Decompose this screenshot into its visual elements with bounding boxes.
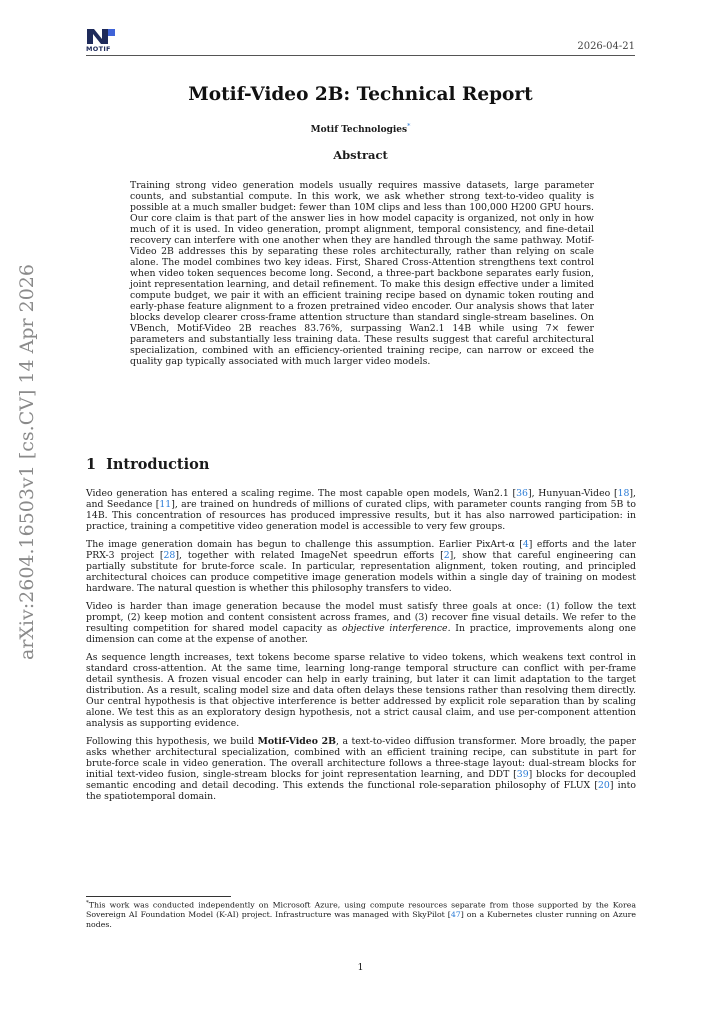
emphasis-term: objective interference	[341, 623, 448, 634]
paragraph: Following this hypothesis, we build Motif-Video 2B, a text-to-video diffusion transformer. More broadly, the paper asks whether architectural specialization, combined with an efficient training recipe, can substitute in part for brute-force scale in video generation. The overall architecture follows a three-stage layout: dual-stream blocks for initial text-video fusion, single-stream blocks for joint representation learning, and DDT [39] blocks for decoupled semantic encoding and detail decoding. This extends the functional role-separation philosophy of FLUX [20] into the spatiotemporal domain.	[86, 736, 636, 802]
paragraph: Video is harder than image generation because the model must satisfy three goals at once: (1) follow the text prompt, (2) keep motion and content consistent across frames, and (3) recover fine visual details. We refer to the resulting competition for shared model capacity as objective interference. In practice, improvements along one dimension can come at the expense of another.	[86, 601, 636, 645]
abstract-heading: Abstract	[333, 148, 388, 162]
citation-link[interactable]: 47	[450, 910, 461, 920]
abstract-text: Training strong video generation models usually requires massive datasets, large parameter counts, and substantial compute. In this work, we ask whether strong text-to-video quality is possible at a much smaller budget: fewer than 10M clips and less than 100,000 H200 GPU hours. Our core claim is that part of the answer lies in how model capacity is organized, not only in how much of it is used. In video generation, prompt alignment, temporal consistency, and fine-detail recovery can interfere with one another when they are handled through the same pathway. Motif-Video 2B addresses this by separating these roles architecturally, rather than relying on scale alone. The model combines two key ideas. First, Shared Cross-Attention strengthens text control when video token sequences become long. Second, a three-part backbone separates early fusion, joint representation learning, and detail refinement. To make this design effective under a limited compute budget, we pair it with an efficient training recipe based on dynamic token routing and early-phase feature alignment to a frozen pretrained video encoder. Our analysis shows that later blocks develop clearer cross-frame attention structure than standard single-stream baselines. On VBench, Motif-Video 2B reaches 83.76%, surpassing Wan2.1 14B while using 7× fewer parameters and substantially less training data. These results suggest that careful architectural specialization, combined with an efficiency-oriented training recipe, can narrow or exceed the quality gap typically associated with much larger video models.	[130, 180, 594, 367]
citation-link[interactable]: 2	[443, 550, 450, 561]
section-title: Introduction	[106, 456, 210, 473]
paragraph: The image generation domain has begun to challenge this assumption. Earlier PixArt-α [4] efforts and the later PRX-3 project [28], together with related ImageNet speedrun efforts [2], show that careful engineering can partially substitute for brute-force scale. In particular, representation alignment, token routing, and principled architectural choices can produce competitive image generation models within a single day of training on modest hardware. The natural question is whether this philosophy transfers to video.	[86, 539, 636, 594]
header-date: 2026-04-21	[577, 41, 635, 52]
citation-link[interactable]: 20	[598, 780, 610, 791]
footnote: *This work was conducted independently on Microsoft Azure, using compute resources separate from those supported by the Korea Sovereign AI Foundation Model (K-AI) project. Infrastructure was managed with SkyPilot [47] on a Kubernetes cluster running on Azure nodes.	[86, 900, 636, 929]
citation-link[interactable]: 36	[516, 488, 528, 499]
section-body	[86, 488, 636, 809]
author-footnote-mark[interactable]: *	[407, 122, 411, 130]
author-name: Motif Technologies	[310, 125, 408, 135]
paragraph: As sequence length increases, text tokens become sparse relative to video tokens, which weakens text control in standard cross-attention. At the same time, learning long-range temporal structure can conflict with per-frame detail synthesis. A frozen visual encoder can help in early training, but later it can limit adaptation to the target distribution. As a result, scaling model size and data often delays these tensions rather than resolving them directly. Our central hypothesis is that objective interference is better addressed by explicit role separation than by scaling alone. We test this as an exploratory design hypothesis, not a strict causal claim, and use per-component attention analysis as supporting evidence.	[86, 652, 636, 729]
logo-wordmark: MOTIF	[86, 45, 111, 53]
footnote-divider	[86, 896, 231, 897]
section-heading	[86, 456, 209, 473]
paper-title: Motif-Video 2B: Technical Report	[188, 84, 533, 105]
arxiv-stamp[interactable]: arXiv:2604.16503v1 [cs.CV] 14 Apr 2026	[16, 264, 38, 660]
section-number: 1	[86, 456, 97, 473]
citation-link[interactable]: 28	[163, 550, 176, 561]
paragraph: Video generation has entered a scaling regime. The most capable open models, Wan2.1 [36], Hunyuan-Video [18], and Seedance [11], are trained on hundreds of millions of curated clips, with parameter counts ranging from 5B to 14B. This concentration of resources has produced impressive results, but it has also narrowed participation: in practice, training a competitive video generation model is accessible to very few groups.	[86, 488, 637, 532]
page-number: 1	[357, 962, 364, 973]
citation-link[interactable]: 11	[159, 499, 172, 510]
citation-link[interactable]: 18	[617, 488, 630, 499]
citation-link[interactable]: 39	[516, 769, 529, 780]
citation-link[interactable]: 4	[522, 539, 529, 550]
author-line	[86, 122, 635, 135]
model-name: Motif-Video 2B	[257, 736, 337, 747]
header-divider	[86, 55, 635, 56]
